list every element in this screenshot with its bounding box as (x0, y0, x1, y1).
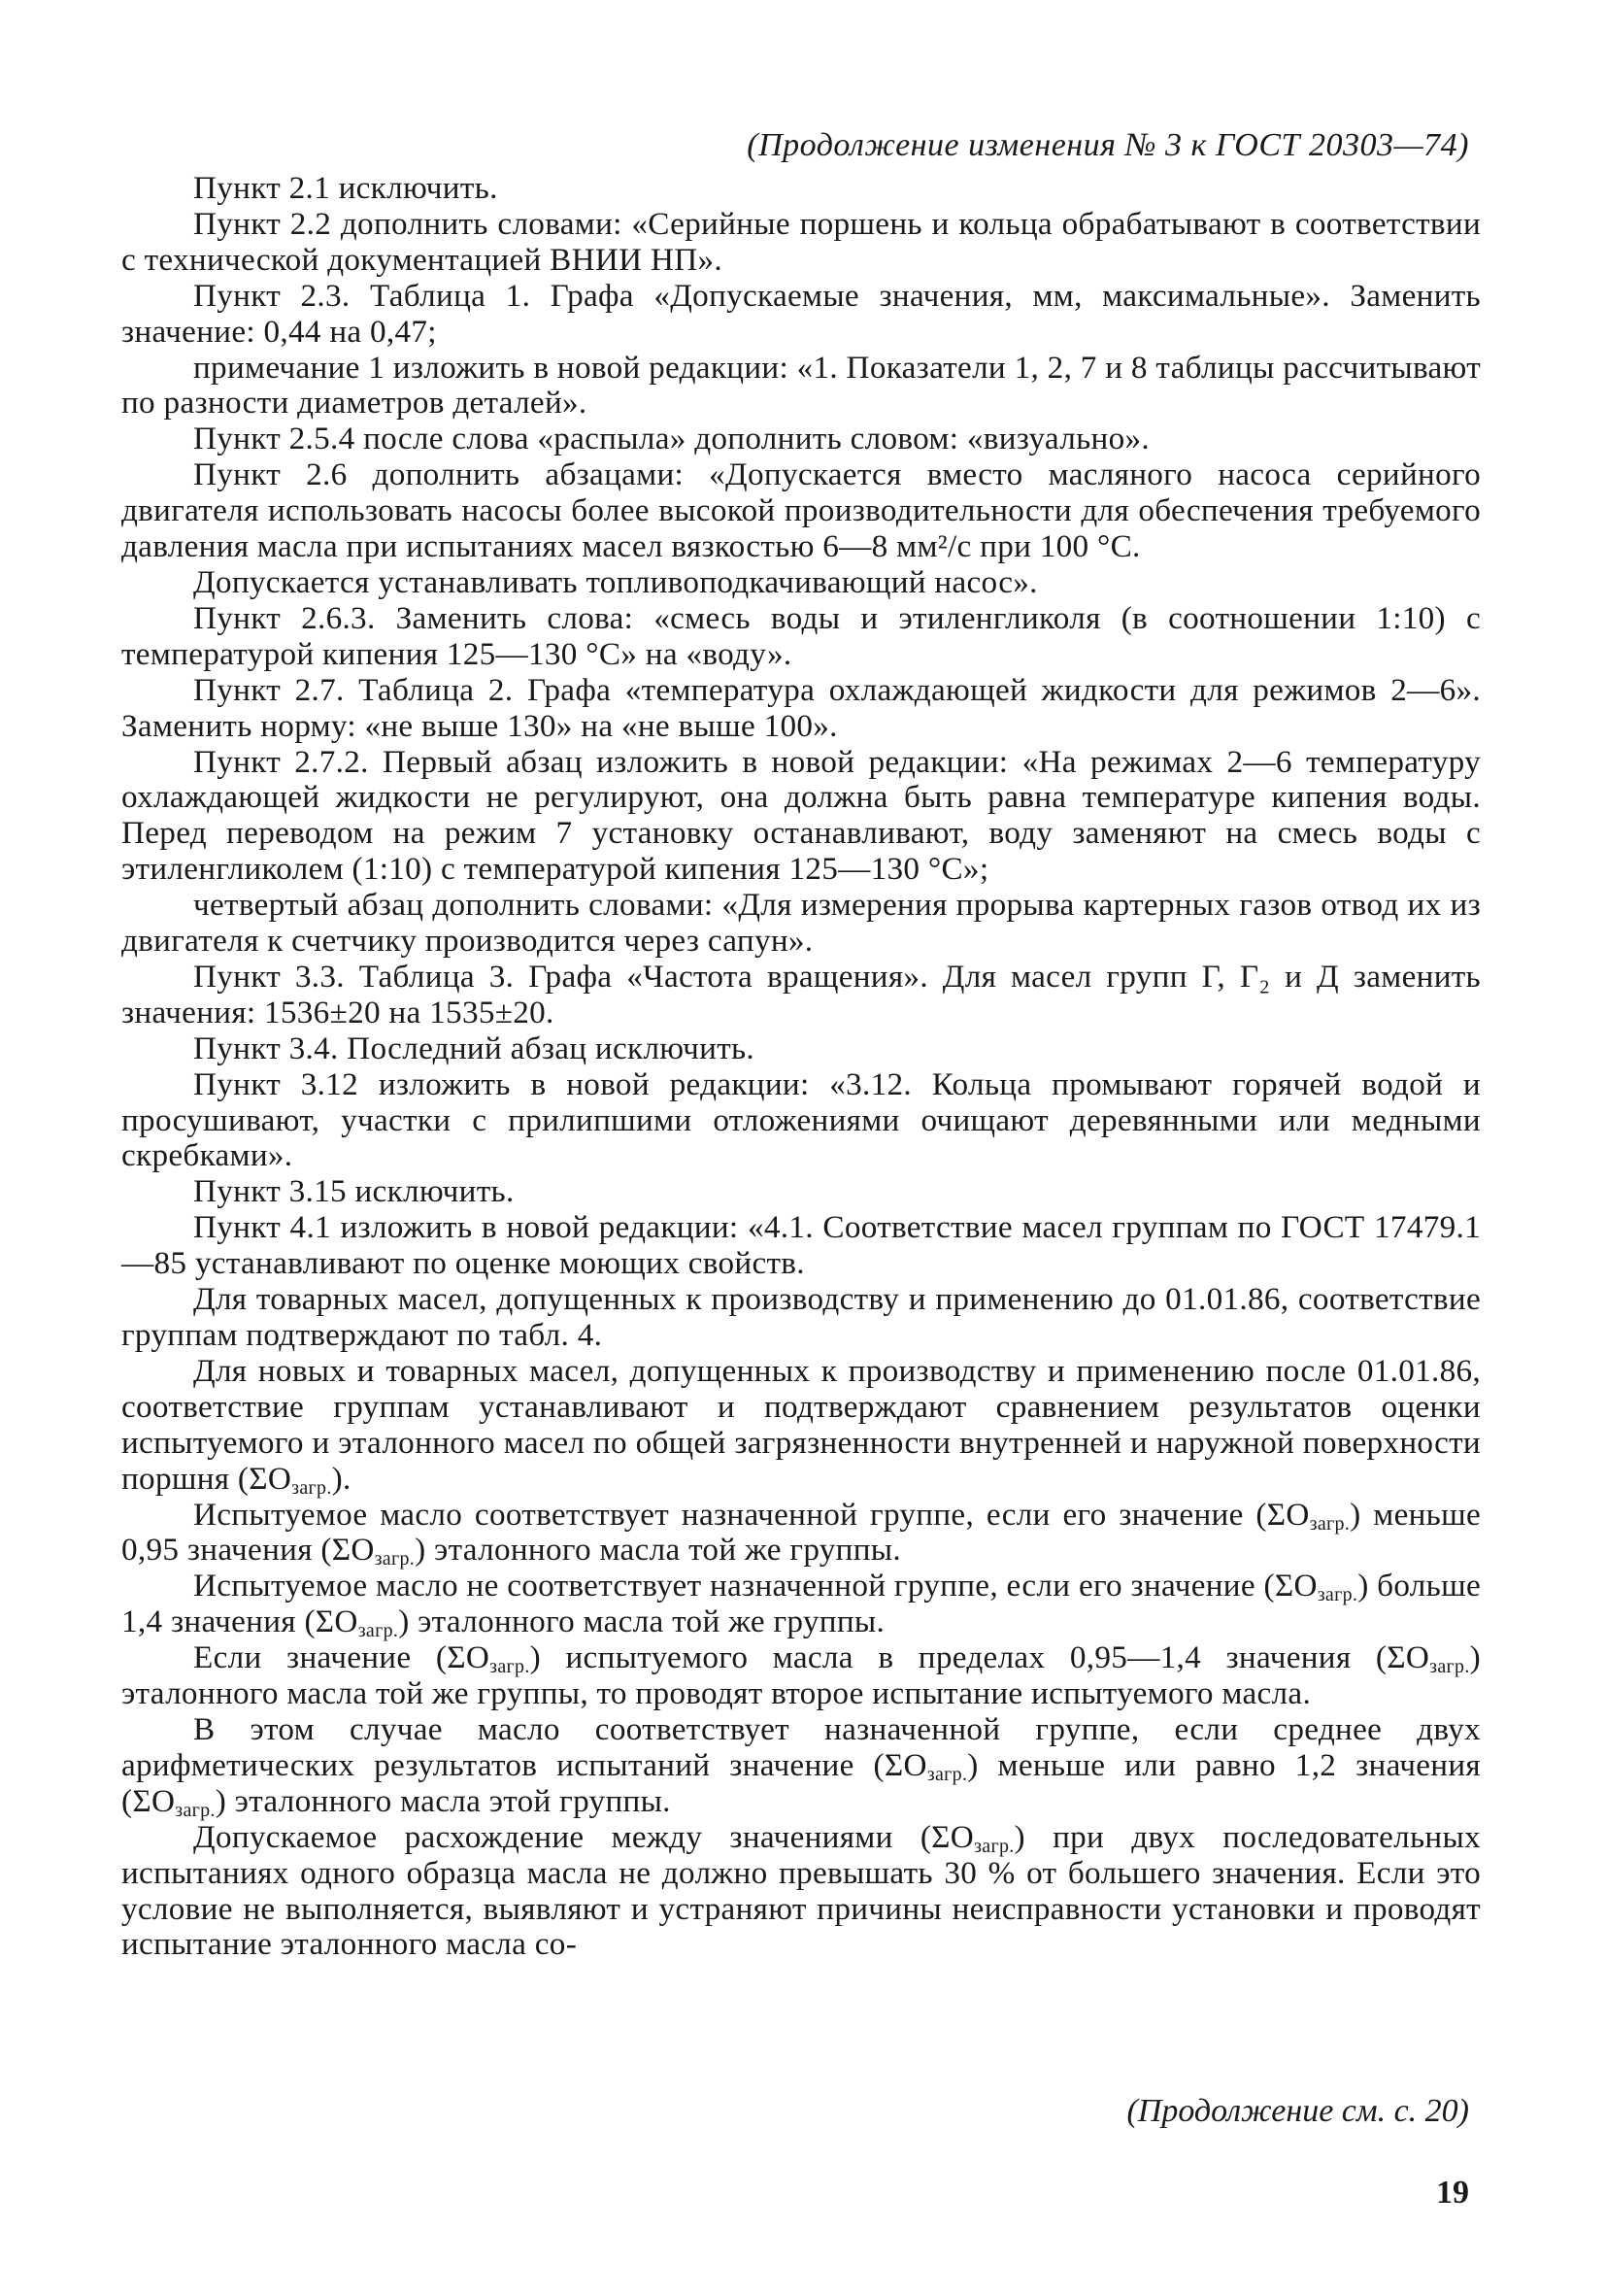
continuation-header: (Продолжение изменения № 3 к ГОСТ 20303—74) (747, 127, 1469, 163)
paragraph: Пункт 3.3. Таблица 3. Графа «Частота вращения». Для масел групп Г, Г₂ и Д заменить значения: 1536±20 на 1535±20. (121, 958, 1481, 1030)
paragraph: Пункт 2.1 исключить. (193, 170, 498, 206)
page-number: 19 (1436, 2175, 1469, 2211)
document-page (121, 124, 1481, 1963)
paragraph: Испытуемое масло соответствует назначенной группе, если его значение $(\Sigma O_{загр.})$ меньше 0,95 значения $(\Sigma O_{загр.})$ эталонного масла той же группы. (121, 1496, 1481, 1570)
paragraph: Пункт 3.4. Последний абзац исключить. (193, 1030, 755, 1066)
paragraph: четвертый абзац дополнить словами: «Для измерения прорыва картерных газов отвод их из двигателя к счетчику производится через сапун». (121, 887, 1481, 960)
document-body (121, 171, 1481, 1963)
paragraph: примечание 1 изложить в новой редакции: «1. Показатели 1, 2, 7 и 8 таблицы рассчитывают по разности диаметров деталей». (121, 349, 1481, 422)
paragraph: Пункт 3.15 исключить. (193, 1173, 515, 1210)
paragraph: Пункт 2.7. Таблица 2. Графа «температура охлаждающей жидкости для режимов 2—6». Заменить норму: «не выше 130» на «не выше 100». (121, 671, 1481, 744)
paragraph: Испытуемое масло не соответствует назначенной группе, если его значение $(\Sigma O_{загр.})$ больше 1,4 значения $(\Sigma O_{загр.})$ эталонного масла той же группы. (121, 1568, 1481, 1642)
paragraph: Пункт 2.6 дополнить абзацами: «Допускается вместо масляного насоса серийного двигателя использовать насосы более высокой производительности для обеспечения требуемого давления масла при испытаниях масел вязкостью 6—8 мм²/с при 100 °С. (121, 456, 1481, 565)
paragraph: Пункт 2.3. Таблица 1. Графа «Допускаемые значения, мм, максимальные». Заменить значение: 0,44 на 0,47; (121, 277, 1481, 350)
paragraph: Пункт 3.12 изложить в новой редакции: «3.12. Кольца промывают горячей водой и просушивают, участки с прилипшими отложениями очищают деревянными или медными скребками». (121, 1065, 1481, 1174)
paragraph: Допускаемое расхождение между значениями $(\Sigma O_{загр.})$ при двух последовательных испытаниях одного образца масла не должно превышать 30 % от большего значения. Если это условие не выполняется, выявляют и устраняют причины неисправности установки и проводят испытание эталонного масла со- (121, 1818, 1481, 1963)
paragraph: Допускается устанавливать топливоподкачивающий насос». (193, 563, 1038, 600)
paragraph: Пункт 2.6.3. Заменить слова: «смесь воды и этиленгликоля (в соотношении 1:10) с температурой кипения 125—130 °С» на «воду». (121, 599, 1481, 672)
paragraph: Если значение $(\Sigma O_{загр.})$ испытуемого масла в пределах 0,95—1,4 значения $(\Sigma O_{загр.})$ эталонного масла той же группы, то проводят второе испытание испытуемого масла. (121, 1639, 1481, 1712)
paragraph: Пункт 4.1 изложить в новой редакции: «4.1. Соответствие масел группам по ГОСТ 17479.1—85 устанавливают по оценке моющих свойств. (121, 1209, 1481, 1282)
paragraph: Пункт 2.5.4 после слова «распыла» дополнить словом: «визуально». (193, 421, 1150, 457)
paragraph: Пункт 2.2 дополнить словами: «Серийные поршень и кольца обрабатывают в соответствии с технической документацией ВНИИ НП». (121, 205, 1481, 278)
paragraph: В этом случае масло соответствует назначенной группе, если среднее двух арифметических результатов испытаний значение $(\Sigma O_{загр.})$ меньше или равно 1,2 значения $(\Sigma O_{загр.})$ эталонного масла этой группы. (121, 1710, 1481, 1821)
paragraph: Для новых и товарных масел, допущенных к производству и применению после 01.01.86, соответствие группам устанавливают и подтверждают сравнением результатов оценки испытуемого и эталонного масел по общей загрязненности внутренней и наружной поверхности поршня $(\Sigma O_{загр.})$. (121, 1352, 1481, 1499)
paragraph: Для товарных масел, допущенных к производству и применению до 01.01.86, соответствие группам подтверждают по табл. 4. (121, 1281, 1481, 1353)
paragraph: Пункт 2.7.2. Первый абзац изложить в новой редакции: «На режимах 2—6 температуру охлаждающей жидкости не регулируют, она должна быть равна температуре кипения воды. Перед переводом на режим 7 установку останавливают, воду заменяют на смесь воды с этиленгликолем (1:10) с температурой кипения 125—130 °С»; (121, 743, 1481, 888)
continuation-footer: (Продолжение см. с. 20) (1126, 2093, 1469, 2129)
